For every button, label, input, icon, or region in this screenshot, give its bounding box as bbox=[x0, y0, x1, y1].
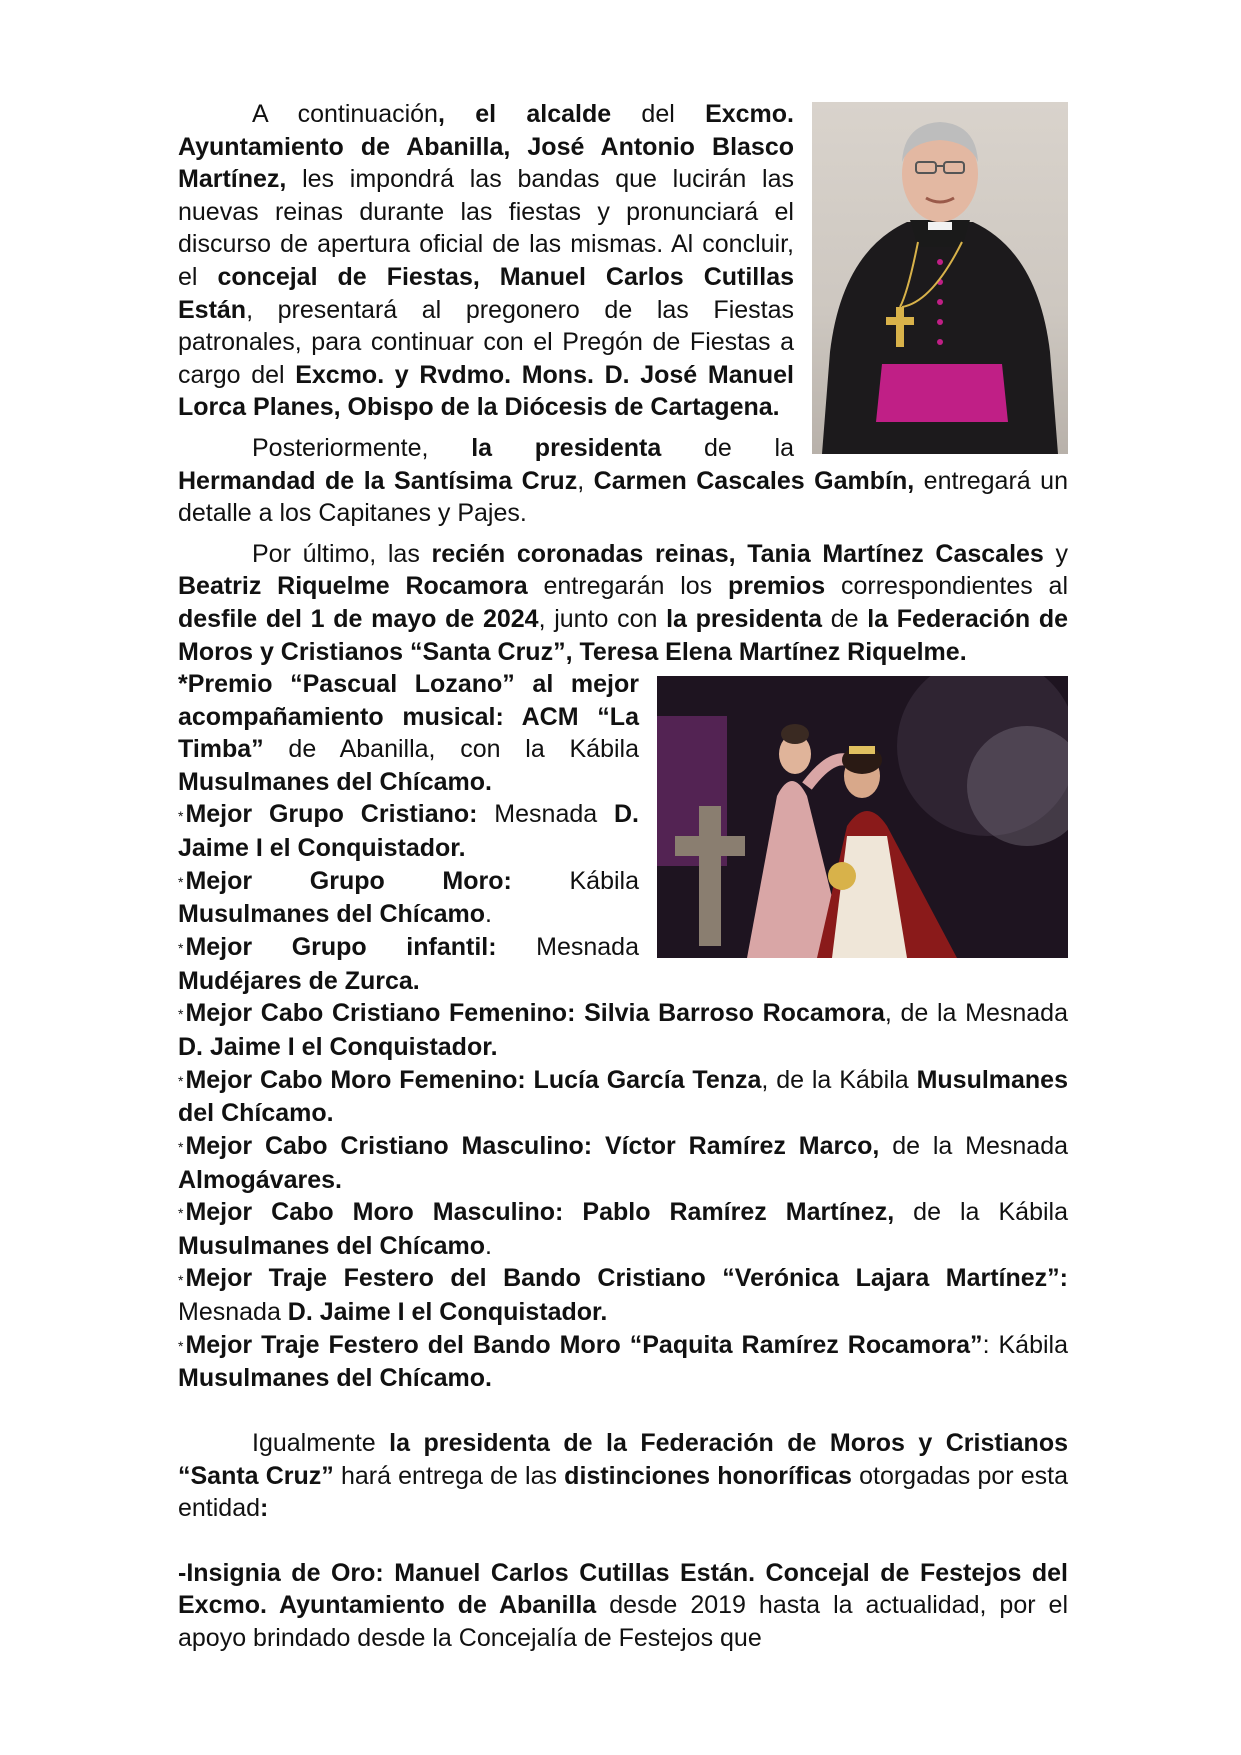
asterisk-bullet-icon: * bbox=[178, 873, 184, 890]
paragraph-awards-intro: Por último, las recién coronadas reinas, Tania Martínez Cascales y Beatriz Riquelme Rocamora entregarán los premios correspondientes al desfile del 1 de mayo de 2024, junto con la presidenta de la Federación de Moros y Cristianos “Santa Cruz”, Teresa Elena Martínez Riquelme. bbox=[178, 539, 1069, 666]
award-moorish-female-cabo: *Mejor Cabo Moro Femenino: Lucía García Tenza, de la Kábila Musulmanes del Chícamo. bbox=[178, 1065, 1068, 1128]
paragraph-honorary-distinctions: Igualmente la presidenta de la Federación de Moros y Cristianos “Santa Cruz” hará entrega de las distinciones honoríficas otorgadas por esta entidad: bbox=[178, 1429, 1068, 1523]
award-moorish-male-cabo: *Mejor Cabo Moro Masculino: Pablo Ramírez Martínez, de la Kábila Musulmanes del Chícamo. bbox=[178, 1198, 1068, 1260]
bishop-portrait-photo bbox=[812, 102, 1068, 454]
asterisk-bullet-icon: * bbox=[178, 1271, 184, 1288]
paragraph-gold-insignia: -Insignia de Oro: Manuel Carlos Cutillas Están. Concejal de Festejos del Excmo. Ayuntamiento de Abanilla desde 2019 hasta la actualidad, por el apoyo brindado desde la Concejalía de Festejos que bbox=[178, 1558, 1069, 1652]
asterisk-bullet-icon: * bbox=[178, 940, 184, 957]
asterisk-bullet-icon: * bbox=[178, 807, 184, 824]
award-christian-female-cabo: *Mejor Cabo Cristiano Femenino: Silvia Barroso Rocamora, de la Mesnada D. Jaime I el Conquistador. bbox=[178, 999, 1068, 1061]
bishop-portrait-illustration bbox=[812, 102, 1068, 454]
award-best-children-group: *Mejor Grupo infantil: Mesnada Mudéjares de Zurca. bbox=[178, 933, 639, 995]
coronation-photo bbox=[657, 676, 1068, 958]
paragraph-mayor-opening: A continuación, el alcalde del Excmo. Ayuntamiento de Abanilla, José Antonio Blasco Martínez, les impondrá las bandas que lucirán las nuevas reinas durante las fiestas y pronunciará el discurso de apertura oficial de las mismas. Al concluir, el concejal de Fiestas, Manuel Carlos Cutillas Están, presentará al pregonero de las Fiestas patronales, para continuar con el Pregón de Fiestas a cargo del Excmo. y Rvdmo. Mons. D. José Manuel Lorca Planes, Obispo de la Diócesis de Cartagena. bbox=[178, 100, 795, 422]
paragraph-brotherhood-president: Posteriormente, la presidenta de la Hermandad de la Santísima Cruz, Carmen Cascales Gambín, entregará un detalle a los Capitanes y Pajes. bbox=[178, 433, 1068, 528]
coronation-illustration bbox=[657, 676, 1068, 958]
award-best-christian-group: *Mejor Grupo Cristiano: Mesnada D. Jaime I el Conquistador. bbox=[178, 800, 639, 863]
award-best-moorish-group: *Mejor Grupo Moro: Kábila Musulmanes del Chícamo. bbox=[178, 866, 639, 929]
asterisk-bullet-icon: * bbox=[178, 1006, 184, 1023]
award-moorish-costume: *Mejor Traje Festero del Bando Moro “Paquita Ramírez Rocamora”: Kábila Musulmanes del Chícamo. bbox=[178, 1330, 1068, 1393]
award-christian-male-cabo: *Mejor Cabo Cristiano Masculino: Víctor Ramírez Marco, de la Mesnada Almogávares. bbox=[178, 1131, 1068, 1194]
document-page bbox=[178, 98, 1068, 1655]
asterisk-bullet-icon: * bbox=[178, 1337, 184, 1354]
award-christian-costume: *Mejor Traje Festero del Bando Cristiano “Verónica Lajara Martínez”: Mesnada D. Jaime I el Conquistador. bbox=[178, 1264, 1068, 1327]
award-pascual-lozano: *Premio “Pascual Lozano” al mejor acompañamiento musical: ACM “La Timba” de Abanilla, con la Kábila Musulmanes del Chícamo. bbox=[178, 670, 639, 796]
asterisk-bullet-icon: * bbox=[178, 1138, 184, 1155]
asterisk-bullet-icon: * bbox=[178, 1205, 184, 1222]
asterisk-bullet-icon: * bbox=[178, 1072, 184, 1089]
